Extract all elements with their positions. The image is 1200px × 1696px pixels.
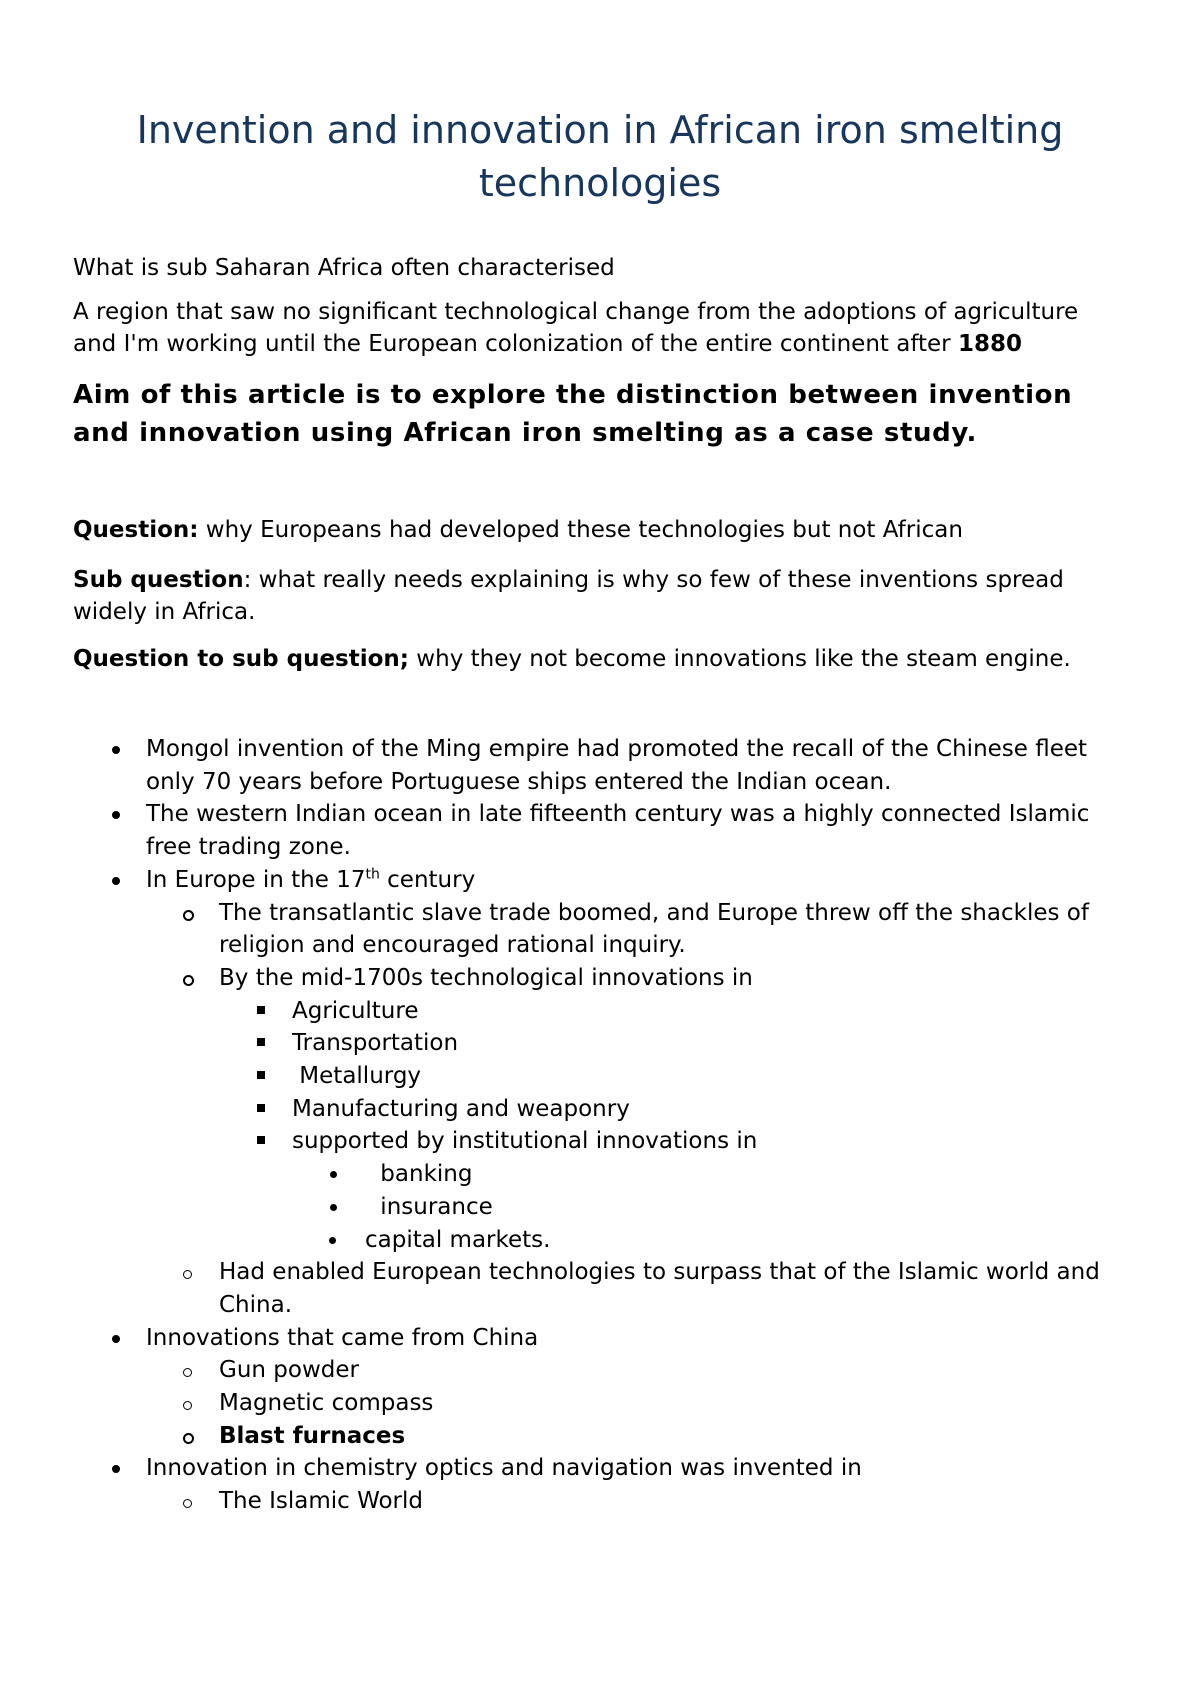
- question-text: why Europeans had developed these technologies but not African: [198, 517, 963, 543]
- list-item: Transportation: [219, 1027, 1127, 1060]
- sub-question-label: Sub question: [73, 567, 244, 593]
- list-item: The transatlantic slave trade boomed, and Europe threw off the shackles of religion and encouraged rational inquiry.: [146, 897, 1127, 962]
- list-item: Magnetic compass: [146, 1387, 1127, 1420]
- list-item: Agriculture: [219, 995, 1127, 1028]
- bullet-circle-icon: [183, 1270, 192, 1279]
- list-item: Gun powder: [146, 1354, 1127, 1387]
- sub-question-text: : what really needs explaining is why so few of these inventions spread widely in Africa.: [73, 567, 1064, 625]
- question-to-sub-question-text: why they not become innovations like the steam engine.: [409, 646, 1071, 672]
- bullet-circle-icon: [183, 975, 194, 986]
- list-item: Metallurgy: [219, 1060, 1127, 1093]
- bullet-circle-icon: [183, 910, 194, 921]
- bullet-dot-icon: [330, 1204, 337, 1211]
- question-to-sub-question-paragraph: [73, 643, 1127, 675]
- list-item: insurance: [292, 1191, 1127, 1224]
- bullet-square-icon: [257, 1104, 265, 1112]
- sub-sub-list: [219, 995, 1127, 1257]
- list-item: Mongol invention of the Ming empire had promoted the recall of the Chinese fleet only 70 years before Portuguese ships entered the Indian ocean.: [73, 733, 1127, 798]
- bullet-circle-icon: [183, 1401, 192, 1410]
- sub-list: [146, 1485, 1127, 1518]
- list-item: Blast furnaces: [146, 1420, 1127, 1453]
- sub-list: [146, 1354, 1127, 1452]
- list-item: Innovations that came from China Gun powder Magnetic compass Blast furnaces: [73, 1322, 1127, 1453]
- list-item: Had enabled European technologies to surpass that of the Islamic world and China.: [146, 1256, 1127, 1321]
- bullet-dot-icon: [112, 1335, 120, 1343]
- bullet-square-icon: [257, 1006, 265, 1014]
- intro-answer: [73, 296, 1127, 360]
- list-item: In Europe in the 17th century The transatlantic slave trade boomed, and Europe threw off the shackles of religion and encouraged rational inquiry. By the mid-1700s technological innovations in Agriculture Transportation Metallurgy Manufacturing and weaponry supported by institutional innovations in banking insurance capital markets. Had enabled European technologies to surpass that of the Islamic world and China.: [73, 864, 1127, 1322]
- list-item: Manufacturing and weaponry: [219, 1093, 1127, 1126]
- bullet-dot-icon: [329, 1237, 336, 1244]
- bullet-dot-icon: [112, 746, 120, 754]
- intro-answer-text: A region that saw no significant technological change from the adoptions of agriculture and I'm working until the European colonization of the entire continent after: [73, 299, 1079, 357]
- sub-list: [146, 897, 1127, 1322]
- bullet-square-icon: [257, 1038, 265, 1046]
- question-label: Question:: [73, 517, 199, 543]
- question-to-sub-question-label: Question to sub question;: [73, 646, 409, 672]
- bullet-dot-icon: [112, 811, 120, 819]
- list-item: supported by institutional innovations in banking insurance capital markets.: [219, 1125, 1127, 1256]
- intro-question: What is sub Saharan Africa often characterised: [73, 255, 615, 281]
- bullet-dot-icon: [112, 877, 120, 885]
- bullet-list: [73, 733, 1127, 1518]
- list-item: The western Indian ocean in late fifteenth century was a highly connected Islamic free trading zone.: [73, 798, 1127, 863]
- bullet-dot-icon: [330, 1171, 337, 1178]
- aim-statement: Aim of this article is to explore the distinction between invention and innovation using African iron smelting as a case study.: [73, 380, 1073, 448]
- list-item: The Islamic World: [146, 1485, 1127, 1518]
- sub-sub-sub-list: [292, 1158, 1127, 1256]
- list-item: By the mid-1700s technological innovations in Agriculture Transportation Metallurgy Manufacturing and weaponry supported by institutional innovations in banking insurance capital markets.: [146, 962, 1127, 1256]
- bullet-square-icon: [257, 1071, 265, 1079]
- bullet-circle-icon: [183, 1499, 192, 1508]
- bullet-dot-icon: [112, 1465, 120, 1473]
- bullet-circle-icon: [183, 1433, 194, 1444]
- list-item: Innovation in chemistry optics and navigation was invented in The Islamic World: [73, 1452, 1127, 1517]
- list-item: banking: [292, 1158, 1127, 1191]
- page-title: Invention and innovation in African iron smelting technologies: [136, 108, 1064, 205]
- bullet-circle-icon: [183, 1368, 192, 1377]
- bullet-square-icon: [257, 1136, 265, 1144]
- question-paragraph: [73, 514, 1127, 546]
- sub-question-paragraph: [73, 564, 1127, 628]
- intro-year: 1880: [957, 331, 1022, 357]
- list-item: capital markets.: [292, 1224, 1127, 1257]
